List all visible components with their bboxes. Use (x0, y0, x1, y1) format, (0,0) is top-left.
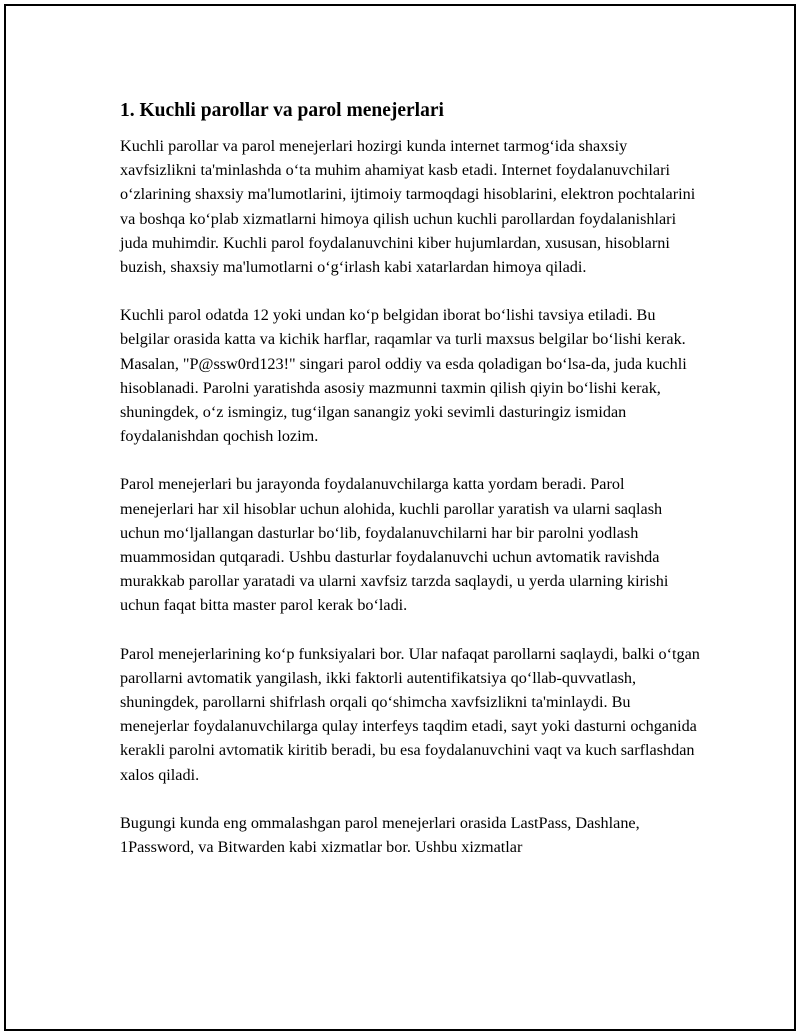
paragraph-1: Kuchli parollar va parol menejerlari hozirgi kunda internet tarmog‘ida shaxsiy xavfsizlikni ta'minlashda o‘ta muhim ahamiyat kasb etadi. Internet foydalanuvchilari o‘zlarining shaxsiy ma'lumotlarini, ijtimoiy tarmoqdagi hisoblarini, elektron pochtalarini va boshqa ko‘plab xizmatlarni himoya qilish uchun kuchli parollardan foydalanishlari juda muhimdir. Kuchli parol foydalanuvchini kiber hujumlardan, xususan, hisoblarni buzish, shaxsiy ma'lumotlarni o‘g‘irlash kabi xatarlardan himoya qiladi. (120, 137, 696, 277)
document-body (120, 98, 700, 883)
paragraph-4: Parol menejerlarining ko‘p funksiyalari bor. Ular nafaqat parollarni saqlaydi, balki o‘tgan parollarni avtomatik yangilash, ikki faktorli autentifikatsiya qo‘llab-quvvatlash, shuningdek, parollarni shifrlash orqali qo‘shimcha xavfsizlikni ta'minlaydi. Bu menejerlar foydalanuvchilarga qulay interfeys taqdim etadi, sayt yoki dasturni ochganida kerakli parolni avtomatik kiritib beradi, bu esa foydalanuvchini vaqt va kuch sarflashdan xalos qiladi. (120, 644, 700, 784)
paragraph-2: Kuchli parol odatda 12 yoki undan ko‘p belgidan iborat bo‘lishi tavsiya etiladi. Bu belgilar orasida katta va kichik harflar, raqamlar va turli maxsus belgilar bo‘lishi kerak. Masalan, "P@ssw0rd123!" singari parol oddiy va esda qoladigan bo‘lsa-da, juda kuchli hisoblanadi. Parolni yaratishda asosiy mazmunni taxmin qilish qiyin bo‘lishi kerak, shuningdek, o‘z ismingiz, tug‘ilgan sanangiz yoki sevimli dasturingiz ismidan foydalanishdan qochish lozim. (120, 306, 687, 446)
paragraph-5: Bugungi kunda eng ommalashgan parol menejerlari orasida LastPass, Dashlane, 1Password, va Bitwarden kabi xizmatlar bor. Ushbu xizmatlar (120, 813, 640, 857)
section-heading: 1. Kuchli parollar va parol menejerlari (120, 100, 444, 121)
paragraph-3: Parol menejerlari bu jarayonda foydalanuvchilarga katta yordam beradi. Parol menejerlari har xil hisoblar uchun alohida, kuchli parollar yaratish va ularni saqlash uchun mo‘ljallangan dasturlar bo‘lib, foydalanuvchilarni har bir parolni yodlash muammosidan qutqaradi. Ushbu dasturlar foydalanuvchi uchun avtomatik ravishda murakkab parollar yaratadi va ularni xavfsiz tarzda saqlaydi, u yerda ularning kirishi uchun faqat bitta master parol kerak bo‘ladi. (120, 475, 669, 615)
page-frame (4, 4, 796, 1031)
